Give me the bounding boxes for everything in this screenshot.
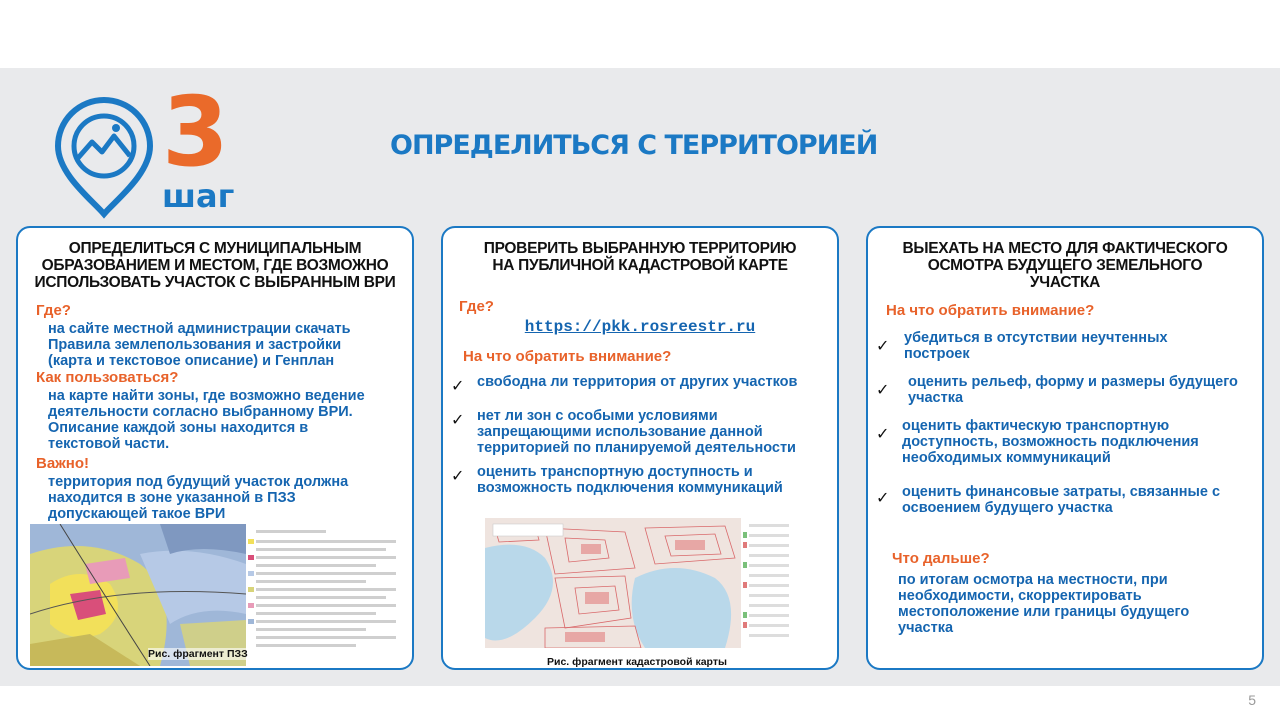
zoning-map-image — [30, 524, 410, 666]
text-line: Описание каждой зоны находится в — [48, 420, 309, 436]
step-word: шаг — [162, 177, 235, 215]
how-label: Как пользоваться? — [36, 369, 179, 386]
card-title-line: ВЫЕХАТЬ НА МЕСТО ДЛЯ ФАКТИЧЕСКОГО — [902, 240, 1228, 257]
card-title-line: ИСПОЛЬЗОВАТЬ УЧАСТОК С ВЫБРАННЫМ ВРИ — [34, 274, 396, 291]
text-line: участка — [908, 390, 964, 406]
step-number: 3 — [162, 76, 225, 188]
text-line: возможность подключения коммуникаций — [477, 480, 783, 496]
text-line: оценить рельеф, форму и размеры будущего — [908, 374, 1238, 390]
text-line: убедиться в отсутствии неучтенных — [904, 330, 1168, 346]
attention-label: На что обратить внимание? — [886, 302, 1095, 319]
check-item — [477, 464, 837, 496]
attention-label: На что обратить внимание? — [463, 348, 672, 365]
text-line: построек — [904, 346, 970, 362]
card-title — [453, 240, 827, 274]
card-title-line: НА ПУБЛИЧНОЙ КАДАСТРОВОЙ КАРТЕ — [492, 257, 788, 274]
text-line: запрещающими использование данной — [477, 424, 763, 440]
image-caption: Рис. фрагмент кадастровой карты — [547, 656, 727, 668]
text-line: оценить транспортную доступность и — [477, 464, 753, 480]
important-label: Важно! — [36, 455, 90, 472]
card-title-line: ОСМОТРА БУДУЩЕГО ЗЕМЕЛЬНОГО — [927, 257, 1203, 274]
how-text — [48, 388, 394, 452]
text-line: деятельности согласно выбранному ВРИ. — [48, 404, 353, 420]
card-site-visit — [866, 226, 1264, 670]
card-title-line: ПРОВЕРИТЬ ВЫБРАННУЮ ТЕРРИТОРИЮ — [483, 240, 797, 257]
location-pin-icon — [52, 96, 156, 220]
check-item — [904, 330, 1260, 362]
check-icon: ✓ — [451, 376, 465, 395]
image-caption: Рис. фрагмент ПЗЗ — [148, 648, 248, 660]
text-line: Правила землепользования и застройки — [48, 337, 342, 353]
check-icon: ✓ — [876, 380, 890, 399]
next-text — [898, 572, 1260, 636]
text-line: текстовой части. — [48, 436, 170, 452]
next-label: Что дальше? — [892, 550, 990, 567]
text-line: допускающей такое ВРИ — [48, 506, 226, 522]
page-number: 5 — [1248, 692, 1256, 708]
check-icon: ✓ — [876, 336, 890, 355]
card-title-line: ОПРЕДЕЛИТЬСЯ С МУНИЦИПАЛЬНЫМ — [68, 240, 362, 257]
important-text — [48, 474, 394, 522]
text-line: местоположение или границы будущего — [898, 604, 1190, 620]
text-line: оценить финансовые затраты, связанные с — [902, 484, 1221, 500]
check-icon: ✓ — [451, 466, 465, 485]
cadastral-map-image — [485, 518, 797, 648]
text-line: участка — [898, 620, 954, 636]
card-municipality — [16, 226, 414, 670]
card-title-line: УЧАСТКА — [1029, 274, 1101, 291]
text-line: на карте найти зоны, где возможно ведение — [48, 388, 365, 404]
card-title-line: ОБРАЗОВАНИЕМ И МЕСТОМ, ГДЕ ВОЗМОЖНО — [41, 257, 389, 274]
text-line: находится в зоне указанной в ПЗЗ — [48, 490, 296, 506]
text-line: по итогам осмотра на местности, при — [898, 572, 1168, 588]
where-label: Где? — [459, 298, 494, 315]
check-icon: ✓ — [451, 410, 465, 429]
text-line: необходимых коммуникаций — [902, 450, 1111, 466]
text-line: оценить фактическую транспортную — [902, 418, 1170, 434]
check-item — [477, 408, 837, 456]
check-icon: ✓ — [876, 488, 890, 507]
text-line: необходимости, скорректировать — [898, 588, 1142, 604]
check-item — [902, 418, 1260, 466]
card-cadastral-check — [441, 226, 839, 670]
where-text — [48, 321, 394, 369]
check-item — [908, 374, 1260, 406]
text-line: свободна ли территория от других участков — [477, 374, 798, 390]
text-line: на сайте местной администрации скачать — [48, 321, 351, 337]
text-line: доступность, возможность подключения — [902, 434, 1199, 450]
text-line: освоением будущего участка — [902, 500, 1113, 516]
check-item — [477, 374, 837, 390]
text-line: территорией по планируемой деятельности — [477, 440, 796, 456]
card-title — [878, 240, 1252, 291]
check-icon: ✓ — [876, 424, 890, 443]
pkk-link[interactable]: https://pkk.rosreestr.ru — [524, 318, 756, 336]
text-line: территория под будущий участок должна — [48, 474, 349, 490]
card-title — [28, 240, 402, 291]
check-item — [902, 484, 1260, 516]
where-label: Где? — [36, 302, 71, 319]
text-line: (карта и текстовое описание) и Генплан — [48, 353, 335, 369]
text-line: нет ли зон с особыми условиями — [477, 408, 718, 424]
page-title: ОПРЕДЕЛИТЬСЯ С ТЕРРИТОРИЕЙ — [390, 130, 878, 161]
